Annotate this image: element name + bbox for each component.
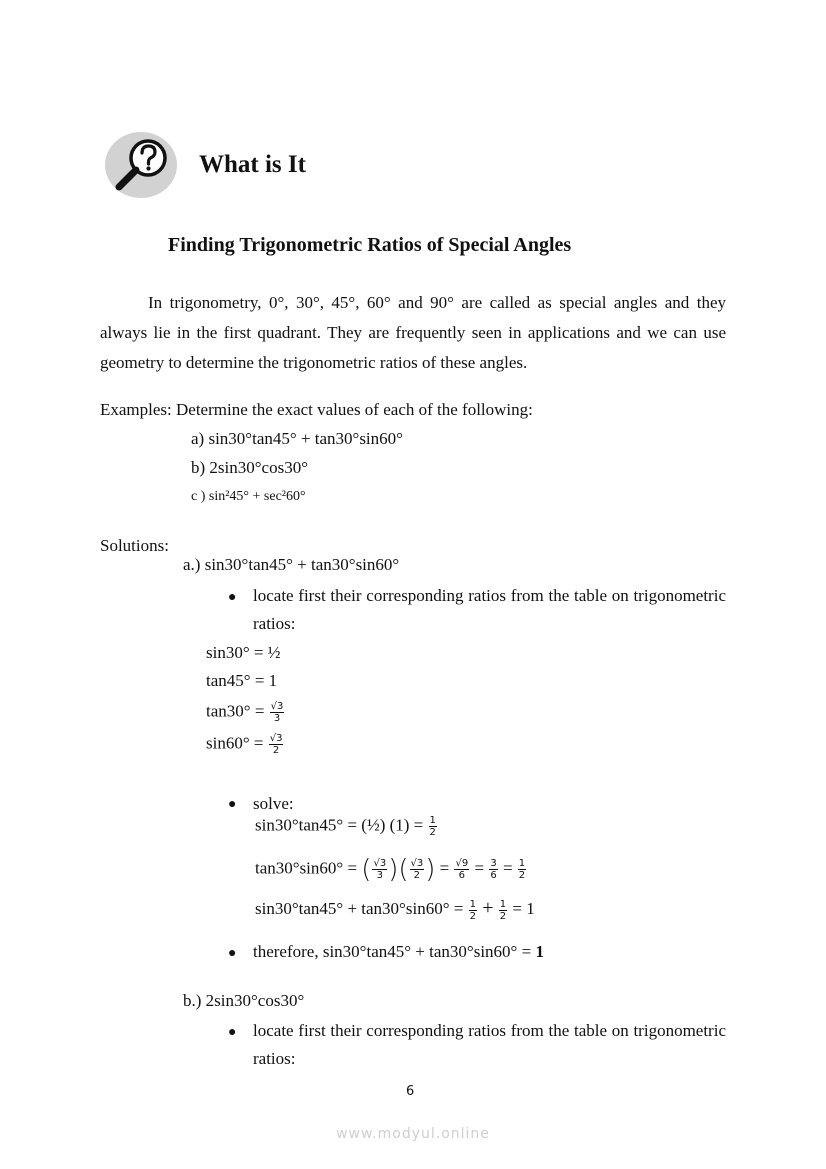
ratio-tan45: tan45° = 1 [206,671,278,690]
fraction: $\frac{1}{2}$ [429,815,436,838]
ratio-sin60-prefix: sin60° = [206,733,264,753]
fraction: $\frac{√3}{3}$ [270,701,284,724]
solution-a-locate: locate first their corresponding ratios from the table on trigonometric ratios: [253,586,726,633]
solve-step-3: sin30°tan45° + tan30°sin60° = $\frac{1}{2}$ + $\frac{1}{2}$ = 1 [255,897,535,922]
solve-step-2: tan30°sin60° = ( $\frac{√3}{3}$ )( $\frac{√3}{2}$ ) = $\frac{√9}{6}$ = $\frac{3}{6}$ = $\frac{1}{2}$ [255,854,526,885]
examples-label: Examples: Determine the exact values of each of the following: [100,400,533,419]
intro-text: In trigonometry, 0°, 30°, 45°, 60° and 90° are called as special angles and they always lie in the first quadrant. They are frequently seen in applications and we can use geometry to determine the trigonometric ratios of these angles. [100,293,726,372]
fraction: $\frac{√3}{2}$ [269,733,283,756]
example-item-c: c ) sin²45° + sec²60° [191,489,306,504]
ratio-sin30: sin30° = ½ [206,643,281,662]
final-answer: 1 [535,942,544,961]
ratio-tan30 [206,701,285,724]
solution-b-header: b.) 2sin30°cos30° [183,991,305,1010]
solution-a-solve-label: solve: [253,794,294,813]
solution-a-header: a.) sin30°tan45° + tan30°sin60° [183,555,400,574]
solution-b-locate: locate first their corresponding ratios from the table on trigonometric ratios: [253,1021,726,1068]
intro-paragraph [100,288,726,378]
footer-watermark: www.modyul.online [336,1126,490,1142]
solve-step-1: sin30°tan45° = (½) (1) = $\frac{1}{2}$ [255,815,436,838]
page-number: 6 [406,1084,415,1099]
section-heading: What is It [199,151,306,178]
example-item-a: a) sin30°tan45° + tan30°sin60° [191,429,403,448]
question-magnifier-icon [104,131,178,199]
bullet-icon: ● [228,946,237,961]
solution-a-therefore: therefore, sin30°tan45° + tan30°sin60° = 1 [253,942,544,961]
bullet-icon: ● [228,797,237,812]
solutions-label: Solutions: [100,536,169,555]
ratio-sin60 [206,733,284,756]
bullet-icon: ● [228,590,237,605]
bullet-icon: ● [228,1025,237,1040]
example-item-b: b) 2sin30°cos30° [191,458,309,477]
ratio-tan30-prefix: tan30° = [206,701,265,721]
page-title: Finding Trigonometric Ratios of Special Angles [168,234,572,256]
